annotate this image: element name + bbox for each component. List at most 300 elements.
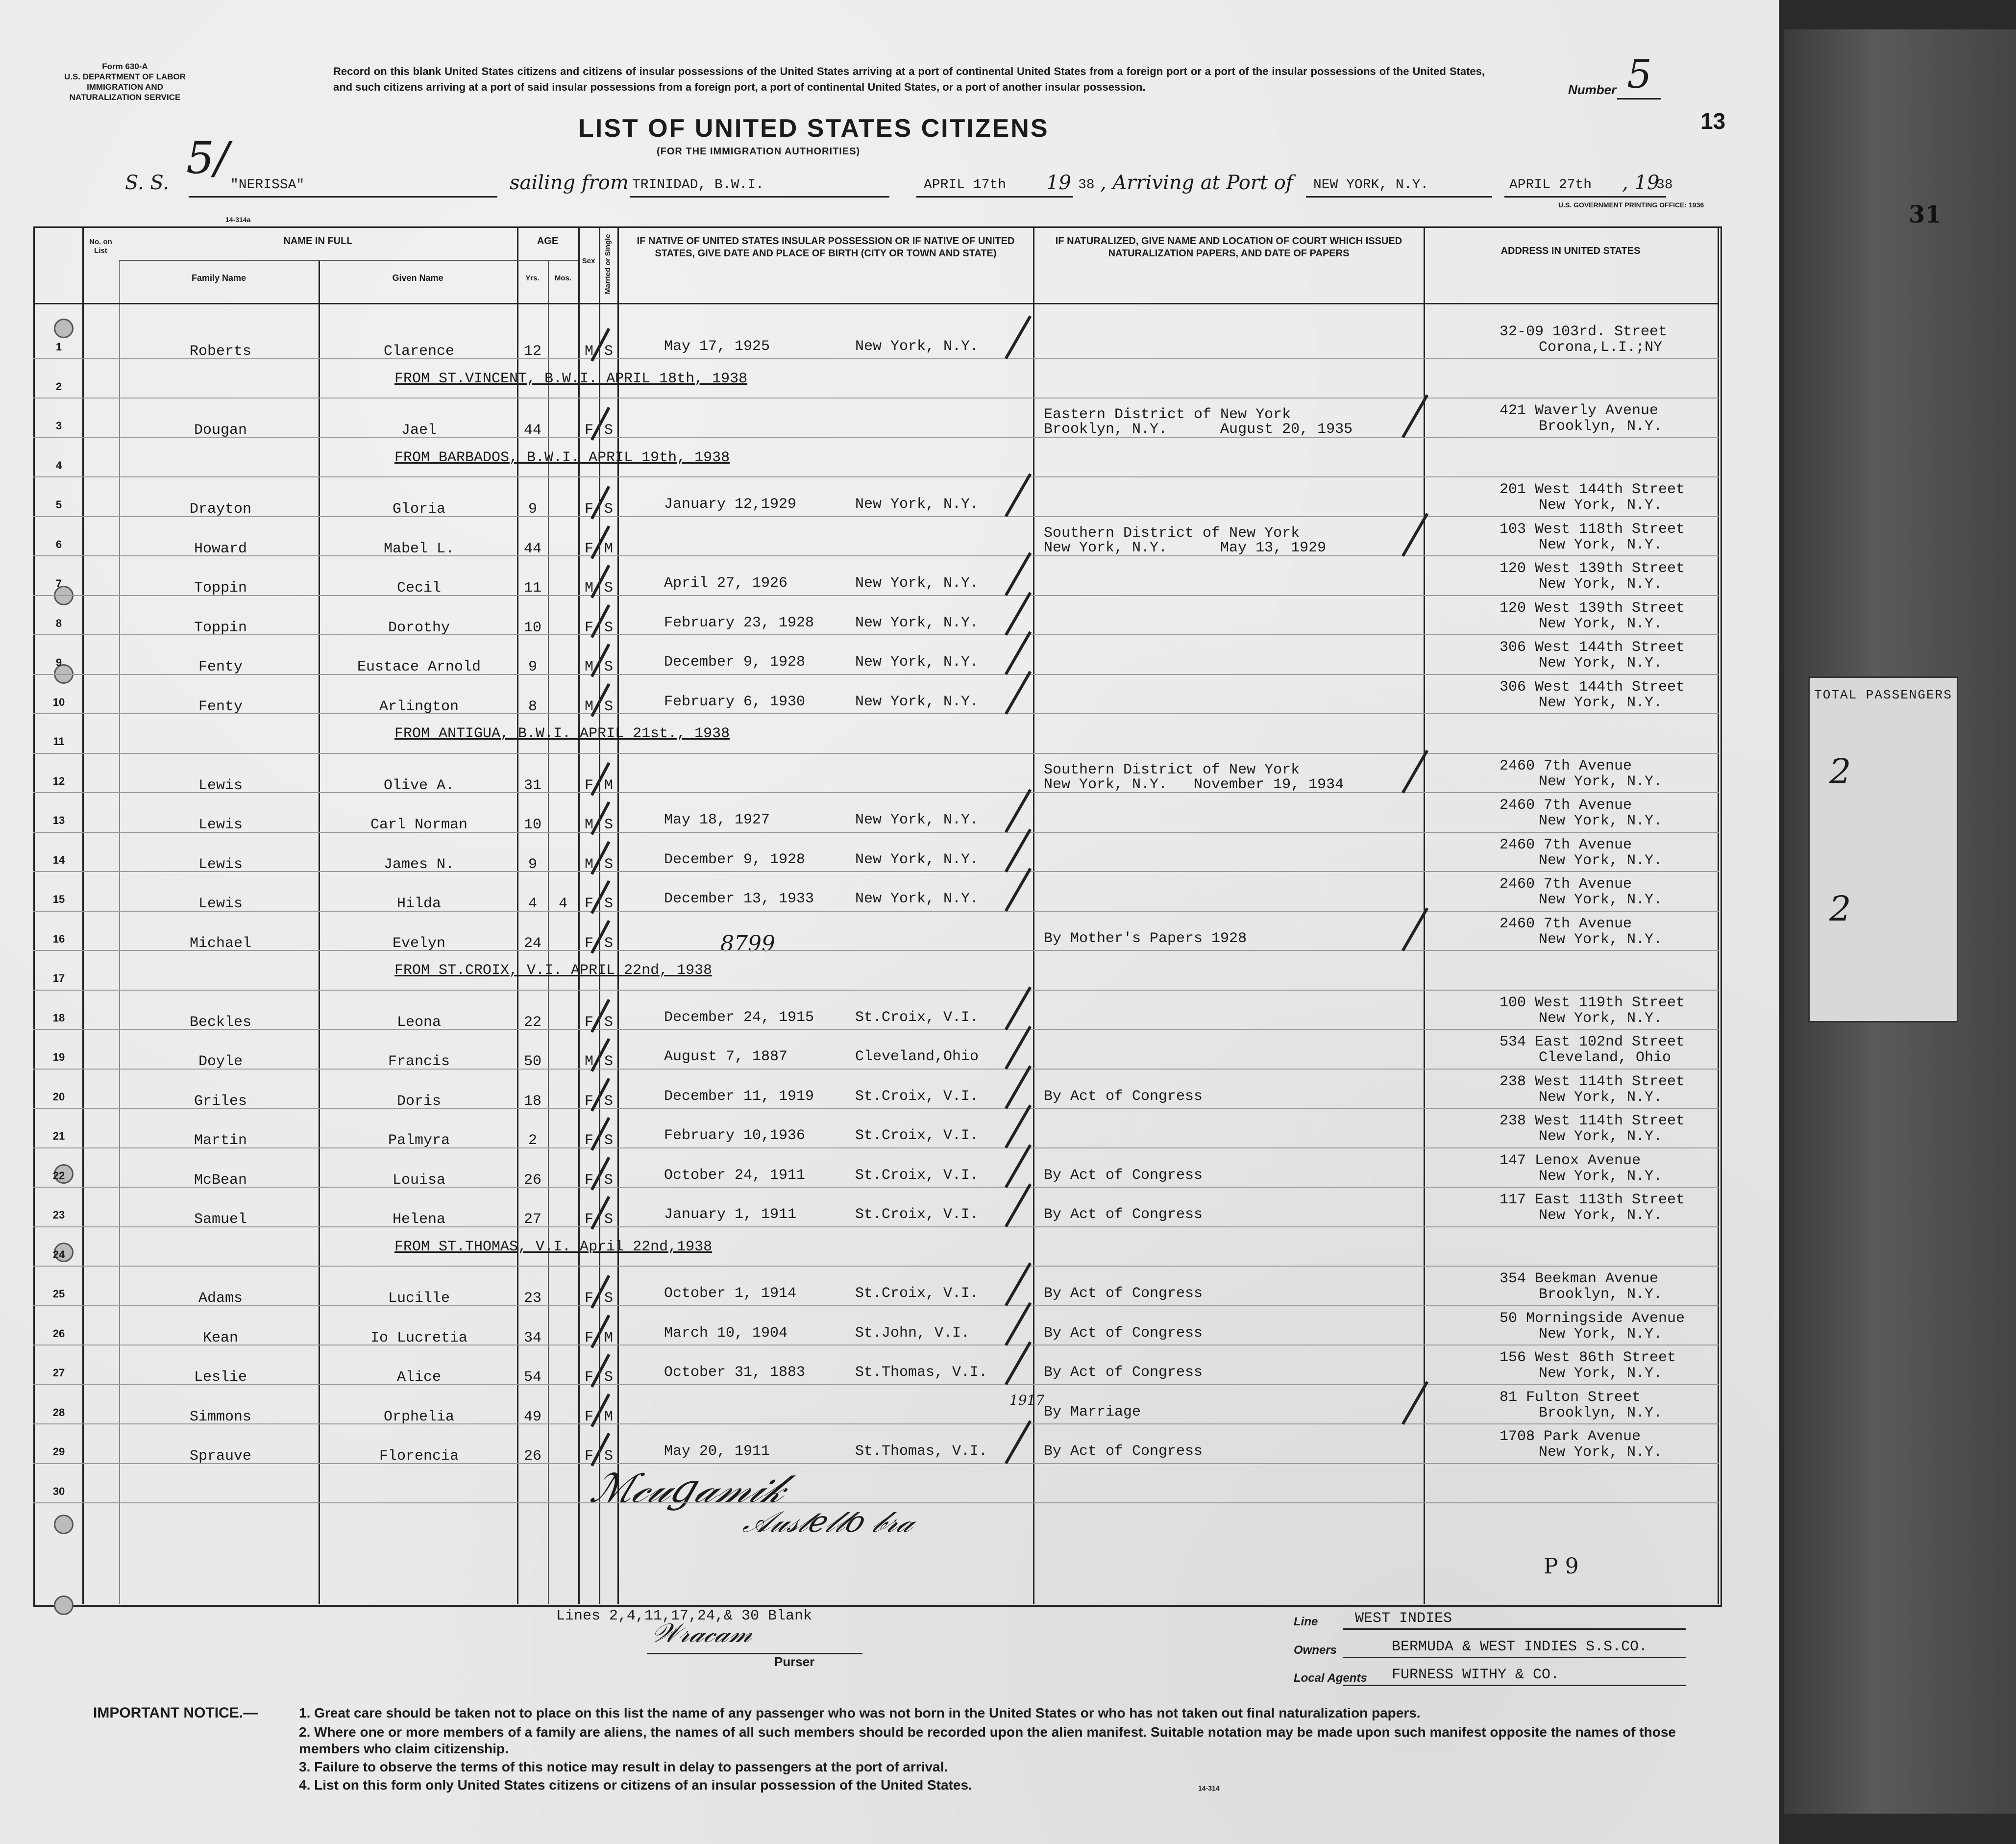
- row-number: 19: [52, 1051, 65, 1063]
- cell-birth-date: February 23, 1928: [664, 614, 814, 631]
- cell-naturalization-1: By Act of Congress: [1044, 1285, 1203, 1302]
- cell-address-1: 120 West 139th Street: [1500, 599, 1685, 617]
- handwritten-signature-2: 𝒜𝓊𝓈𝓉𝑒𝓁𝓁𝑜 𝒷𝓇𝒶: [738, 1505, 922, 1539]
- cell-given: Palmyra: [388, 1132, 450, 1149]
- cell-naturalization-2: Brooklyn, N.Y. August 20, 1935: [1044, 421, 1353, 438]
- cell-yrs: 44: [523, 422, 541, 439]
- cell-birth-place: New York, N.Y.: [855, 693, 979, 710]
- total-passengers-value-1: 2: [1829, 751, 1851, 792]
- handwritten-five: 5/: [186, 132, 229, 184]
- arriving-port: NEW YORK, N.Y.: [1313, 177, 1429, 193]
- section-heading: FROM ST.THOMAS, V.I. April 22nd,1938: [394, 1238, 713, 1255]
- row-number: 8: [55, 617, 62, 629]
- cell-address-1: 147 Lenox Avenue: [1500, 1152, 1641, 1169]
- binding-hole: [54, 1595, 74, 1615]
- col-header-name: NAME IN FULL: [283, 236, 353, 247]
- cell-ms: S: [604, 343, 613, 360]
- ss-label: S. S.: [125, 172, 170, 194]
- cell-sex: F: [584, 422, 593, 439]
- purser-signature: 𝒲𝓇𝒶𝒸𝒶𝓂: [648, 1618, 756, 1648]
- total-passengers-label: TOTAL PASSENGERS: [1814, 688, 1952, 702]
- cell-address-1: 2460 7th Avenue: [1500, 797, 1632, 814]
- cell-ms: S: [604, 501, 613, 518]
- cell-ms: S: [604, 1171, 613, 1189]
- cell-given: Mabel L.: [383, 540, 455, 557]
- form-id-block: [44, 61, 206, 102]
- cell-ms: S: [604, 619, 613, 636]
- cell-address-2: New York, N.Y.: [1539, 1010, 1663, 1027]
- row-number: 13: [52, 814, 65, 826]
- cell-given: Lucille: [388, 1290, 450, 1307]
- cell-given: Dorothy: [388, 619, 450, 636]
- cell-address-2: Brooklyn, N.Y.: [1539, 418, 1663, 435]
- col-divider: [617, 226, 619, 1604]
- section-heading: FROM ST.CROIX, V.I. APRIL 22nd, 1938: [394, 962, 713, 979]
- notice-item-2: 2. Where one or more members of a family are aliens, the names of all such members should be recorded upon the alien manifest. Suitable notation may be made upon such manifest opposite the names of those members who claim citizenship.: [299, 1724, 1676, 1756]
- page-subtitle: (FOR THE IMMIGRATION AUTHORITIES): [657, 146, 860, 157]
- row-divider: [33, 753, 1719, 754]
- form-number: Form 630-A: [102, 62, 148, 71]
- sailing-year: 38: [1078, 177, 1095, 193]
- cell-yrs: 9: [528, 659, 537, 675]
- cell-address-2: Cleveland, Ohio: [1539, 1049, 1672, 1066]
- cell-sex: F: [584, 1329, 593, 1346]
- sailing-port-underline: [630, 196, 889, 198]
- cell-yrs: 12: [523, 343, 541, 360]
- cell-naturalization-1: By Act of Congress: [1044, 1088, 1203, 1105]
- arriving-year-prefix: , 19: [1622, 172, 1660, 194]
- cell-yrs: 31: [523, 777, 541, 794]
- row-number: 4: [55, 459, 62, 472]
- row-number: 23: [52, 1209, 65, 1221]
- header-bottom-line: [33, 303, 1719, 304]
- cell-family: Roberts: [189, 343, 252, 360]
- cell-address-2: New York, N.Y.: [1539, 1089, 1663, 1106]
- cell-address-1: 421 Waverly Avenue: [1500, 402, 1659, 419]
- cell-yrs: 27: [523, 1211, 541, 1228]
- cell-address-1: 100 West 119th Street: [1500, 994, 1685, 1011]
- cell-birth-date: April 27, 1926: [664, 575, 788, 592]
- line-value: WEST INDIES: [1355, 1610, 1452, 1627]
- cell-birth-date: May 17, 1925: [664, 338, 770, 355]
- col-header-address: ADDRESS IN UNITED STATES: [1500, 246, 1641, 256]
- cell-address-2: Corona,L.I.;NY: [1539, 339, 1663, 356]
- cell-ms: S: [604, 580, 613, 597]
- cell-given: Cecil: [396, 580, 441, 597]
- line-underline: [1343, 1628, 1686, 1630]
- cell-sex: F: [584, 935, 593, 952]
- cell-given: James N.: [383, 856, 455, 873]
- cell-birth-date: December 9, 1928: [664, 851, 806, 868]
- col-header-age: AGE: [537, 236, 559, 247]
- cell-birth-place: New York, N.Y.: [855, 496, 979, 513]
- cell-naturalization-1: By Act of Congress: [1044, 1324, 1203, 1342]
- cell-address-2: New York, N.Y.: [1539, 615, 1663, 632]
- name-header-divider: [119, 260, 517, 261]
- cell-naturalization-1: By Mother's Papers 1928: [1044, 930, 1247, 947]
- cell-given: Helena: [392, 1211, 446, 1228]
- ship-name-underline: [189, 196, 497, 198]
- row-divider: [33, 1502, 1719, 1503]
- cell-sex: F: [584, 619, 593, 636]
- cell-given: Alice: [396, 1369, 441, 1386]
- cell-birth-place: St.Croix, V.I.: [855, 1285, 979, 1302]
- row27-handwritten-note: 1917: [1009, 1392, 1045, 1408]
- cell-naturalization-1: Eastern District of New York: [1044, 406, 1291, 423]
- cell-address-2: New York, N.Y.: [1539, 655, 1663, 672]
- col-header-married: Married or Single: [604, 234, 612, 294]
- cell-sex: M: [584, 698, 593, 715]
- cell-yrs: 2: [528, 1132, 537, 1149]
- col-header-family: Family Name: [191, 273, 246, 283]
- cell-address-1: 117 East 113th Street: [1500, 1192, 1685, 1208]
- cell-sex: M: [584, 817, 593, 833]
- cell-family: Doyle: [198, 1053, 243, 1070]
- notice-item-4: 4. List on this form only United States citizens or citizens of an insular possession of the United States.: [299, 1777, 972, 1793]
- cell-address-1: 306 West 144th Street: [1500, 678, 1685, 696]
- cell-address-1: 2460 7th Avenue: [1500, 836, 1632, 853]
- given-col-divider: [319, 260, 320, 1604]
- cell-family: Lewis: [198, 777, 243, 794]
- cell-address-1: 201 West 144th Street: [1500, 481, 1685, 498]
- cell-given: Jael: [401, 422, 437, 439]
- owners-value: BERMUDA & WEST INDIES S.S.CO.: [1392, 1639, 1648, 1655]
- cell-sex: F: [584, 1132, 593, 1149]
- record-instructions: Record on this blank United States citizens and citizens of insular possessions of the United States arriving at a port of continental United States from a foreign port or a port of the insular possessions of the United States, and such citizens arriving at a port of said insular possessions from a foreign port, a port of continental United States, or a port of another insular possession.: [333, 65, 1485, 93]
- cell-address-2: New York, N.Y.: [1539, 497, 1663, 514]
- cell-sex: F: [584, 1014, 593, 1031]
- cell-naturalization-1: Southern District of New York: [1044, 761, 1300, 778]
- cell-family: Sprauve: [189, 1448, 252, 1465]
- cell-given: Clarence: [383, 343, 455, 360]
- agents-underline: [1343, 1685, 1686, 1686]
- cell-address-1: 32-09 103rd. Street: [1500, 324, 1668, 340]
- cell-birth-date: February 6, 1930: [664, 693, 806, 710]
- purser-signature-line: [647, 1653, 862, 1654]
- cell-family: Martin: [194, 1132, 247, 1149]
- cell-birth-date: January 12,1929: [664, 496, 797, 513]
- cell-naturalization-1: By Marriage: [1044, 1403, 1141, 1420]
- list-number: 5: [1627, 51, 1652, 97]
- side-number-31: 31: [1909, 201, 1942, 228]
- cell-given: Gloria: [392, 501, 446, 518]
- year-prefix: 19: [1046, 172, 1071, 194]
- cell-ms: S: [604, 1053, 613, 1070]
- total-passengers-tab: [1808, 676, 1958, 1022]
- cell-address-2: New York, N.Y.: [1539, 1168, 1663, 1185]
- section-heading: FROM BARBADOS, B.W.I. APRIL 19th, 1938: [394, 449, 730, 466]
- cell-yrs: 10: [523, 817, 541, 833]
- cell-given: Eustace Arnold: [357, 659, 481, 675]
- cell-address-1: 238 West 114th Street: [1500, 1073, 1685, 1090]
- cell-ms: M: [604, 540, 613, 557]
- number-underline: [1617, 98, 1661, 100]
- cell-family: Drayton: [189, 501, 252, 518]
- cell-naturalization-2: New York, N.Y. May 13, 1929: [1044, 539, 1327, 556]
- sailing-date-underline: [916, 196, 1073, 198]
- row-number: 7: [55, 577, 62, 590]
- cell-ms: S: [604, 1093, 613, 1110]
- important-notice-heading: IMPORTANT NOTICE.—: [93, 1705, 258, 1721]
- cell-address-2: New York, N.Y.: [1539, 694, 1663, 711]
- cell-sex: M: [584, 580, 593, 597]
- cell-address-1: 2460 7th Avenue: [1500, 876, 1632, 893]
- col-divider: [82, 226, 84, 1604]
- cell-sex: F: [584, 1408, 593, 1425]
- page-number: 13: [1700, 108, 1726, 134]
- cell-sex: M: [584, 659, 593, 675]
- cell-yrs: 54: [523, 1369, 541, 1386]
- cell-address-2: New York, N.Y.: [1539, 536, 1663, 553]
- row-number: 18: [52, 1011, 65, 1024]
- row-number: 22: [52, 1169, 65, 1182]
- cell-family: Simmons: [189, 1408, 252, 1425]
- p9-mark: P 9: [1544, 1554, 1579, 1579]
- cell-yrs: 10: [523, 619, 541, 636]
- section-heading: FROM ANTIGUA, B.W.I. APRIL 21st., 1938: [394, 725, 730, 742]
- cell-family: Dougan: [194, 422, 247, 439]
- row-number: 14: [52, 853, 65, 866]
- cell-birth-date: October 31, 1883: [664, 1364, 806, 1381]
- row-number: 21: [52, 1130, 65, 1142]
- agents-label: Local Agents: [1294, 1671, 1367, 1685]
- row-number: 30: [52, 1485, 65, 1497]
- cell-given: Florencia: [379, 1448, 459, 1465]
- cell-birth-place: St.Thomas, V.I.: [855, 1364, 988, 1381]
- cell-ms: S: [604, 896, 613, 912]
- cell-address-2: New York, N.Y.: [1539, 576, 1663, 593]
- printing-office-note: U.S. GOVERNMENT PRINTING OFFICE: 1936: [1558, 201, 1704, 209]
- cell-address-1: 50 Morningside Avenue: [1500, 1310, 1685, 1327]
- cell-address-2: New York, N.Y.: [1539, 852, 1663, 869]
- row-number: 11: [53, 735, 65, 748]
- cell-birth-place: New York, N.Y.: [855, 338, 979, 355]
- agents-value: FURNESS WITHY & CO.: [1392, 1667, 1560, 1683]
- arriving-date: APRIL 27th: [1509, 177, 1592, 193]
- col-header-mos: Mos.: [554, 274, 572, 282]
- cell-family: Toppin: [194, 580, 247, 597]
- cell-yrs: 50: [523, 1053, 541, 1070]
- cell-address-1: 354 Beekman Avenue: [1500, 1271, 1659, 1287]
- cell-given: Hilda: [396, 896, 441, 912]
- line-label: Line: [1294, 1615, 1318, 1628]
- col-header-naturalized: IF NATURALIZED, GIVE NAME AND LOCATION OF COURT WHICH ISSUED NATURALIZATION PAPERS, AND DATE OF PAPERS: [1055, 236, 1402, 259]
- cell-address-1: 156 West 86th Street: [1500, 1349, 1676, 1366]
- cell-ms: S: [604, 856, 613, 873]
- cell-birth-place: New York, N.Y.: [855, 575, 979, 592]
- cell-birth-date: February 10,1936: [664, 1127, 806, 1144]
- cell-address-2: New York, N.Y.: [1539, 1207, 1663, 1224]
- col-header-yrs: Yrs.: [525, 274, 540, 282]
- cell-address-2: Brooklyn, N.Y.: [1539, 1404, 1663, 1421]
- cell-given: Carl Norman: [370, 817, 468, 833]
- cell-family: Adams: [198, 1290, 243, 1307]
- cell-ms: S: [604, 659, 613, 675]
- small-form-code: 14-314a: [225, 216, 251, 224]
- department-name: U.S. DEPARTMENT OF LABOR: [64, 72, 186, 81]
- cell-address-1: 534 East 102nd Street: [1500, 1034, 1685, 1050]
- cell-yrs: 8: [528, 698, 537, 715]
- row-number: 3: [55, 420, 62, 432]
- cell-birth-date: October 1, 1914: [664, 1285, 797, 1302]
- cell-family: Lewis: [198, 896, 243, 912]
- cell-sex: F: [584, 896, 593, 912]
- cell-family: Griles: [194, 1093, 247, 1110]
- cell-address-1: 2460 7th Avenue: [1500, 915, 1632, 932]
- cell-address-1: 81 Fulton Street: [1500, 1389, 1641, 1406]
- binding-hole: [54, 1515, 74, 1534]
- cell-given: Olive A.: [383, 777, 455, 794]
- cell-family: Toppin: [194, 619, 247, 636]
- cell-naturalization-1: By Act of Congress: [1044, 1364, 1203, 1381]
- cell-address-2: New York, N.Y.: [1539, 813, 1663, 829]
- cell-address-1: 103 West 118th Street: [1500, 521, 1685, 538]
- row-number: 17: [52, 972, 65, 984]
- arriving-year: 38: [1656, 177, 1673, 193]
- cell-birth-place: St.Croix, V.I.: [855, 1127, 979, 1144]
- col-header-given: Given Name: [392, 273, 443, 283]
- row-number: 26: [52, 1327, 65, 1340]
- cell-birth-date: May 20, 1911: [664, 1443, 770, 1460]
- cell-ms: M: [604, 1408, 613, 1425]
- cell-birth-place: St.Croix, V.I.: [855, 1167, 979, 1184]
- cell-family: Kean: [202, 1329, 238, 1346]
- cell-ms: S: [604, 1290, 613, 1307]
- form-code-bottom: 14-314: [1198, 1784, 1220, 1792]
- cell-sex: F: [584, 1369, 593, 1386]
- cell-sex: M: [584, 1053, 593, 1070]
- row-number: 5: [55, 498, 62, 511]
- cell-family: Howard: [194, 540, 247, 557]
- cell-ms: S: [604, 1132, 613, 1149]
- cell-given: Francis: [388, 1053, 450, 1070]
- cell-birth-date: October 24, 1911: [664, 1167, 806, 1184]
- cell-family: Fenty: [198, 698, 243, 715]
- row-number: 20: [52, 1090, 65, 1103]
- cell-family: Beckles: [189, 1014, 252, 1031]
- cell-address-2: Brooklyn, N.Y.: [1539, 1286, 1663, 1303]
- service-line-1: IMMIGRATION AND: [87, 82, 163, 92]
- row-number: 6: [55, 538, 62, 550]
- row-divider: [33, 990, 1719, 991]
- row-number: 2: [55, 380, 62, 393]
- family-col-divider: [119, 260, 120, 1604]
- cell-yrs: 9: [528, 856, 537, 873]
- row-divider: [33, 398, 1719, 399]
- cell-yrs: 4: [528, 896, 537, 912]
- row-number: 29: [52, 1445, 65, 1458]
- cell-given: Louisa: [392, 1171, 446, 1189]
- cell-birth-place: New York, N.Y.: [855, 891, 979, 907]
- cell-birth-date: January 1, 1911: [664, 1206, 797, 1223]
- cell-ms: S: [604, 1211, 613, 1228]
- cell-naturalization-1: By Act of Congress: [1044, 1206, 1203, 1223]
- cell-ms: S: [604, 817, 613, 833]
- blank-lines-note: Lines 2,4,11,17,24,& 30 Blank: [556, 1608, 812, 1624]
- cell-birth-date: March 10, 1904: [664, 1324, 788, 1342]
- cell-address-1: 238 West 114th Street: [1500, 1113, 1685, 1129]
- row-number: 16: [52, 932, 65, 945]
- row-number: 10: [52, 696, 65, 708]
- owners-label: Owners: [1294, 1644, 1337, 1657]
- cell-ms: S: [604, 422, 613, 439]
- cell-sex: F: [584, 1093, 593, 1110]
- col-header-no: No. on List: [89, 238, 112, 255]
- row-number: 24: [52, 1248, 65, 1261]
- cell-family: McBean: [194, 1171, 247, 1189]
- row-number: 27: [52, 1367, 65, 1379]
- row-number: 1: [55, 341, 62, 353]
- cell-birth-place: Cleveland,Ohio: [855, 1048, 979, 1065]
- cell-yrs: 18: [523, 1093, 541, 1110]
- cell-family: Lewis: [198, 856, 243, 873]
- total-passengers-value-2: 2: [1829, 889, 1851, 929]
- cell-address-2: New York, N.Y.: [1539, 931, 1663, 948]
- cell-address-2: New York, N.Y.: [1539, 1365, 1663, 1382]
- cell-given: Evelyn: [392, 935, 446, 952]
- ship-name: "NERISSA": [230, 177, 305, 193]
- cell-sex: M: [584, 343, 593, 360]
- cell-birth-place: New York, N.Y.: [855, 614, 979, 631]
- cell-yrs: 22: [523, 1014, 541, 1031]
- cell-given: Io Lucretia: [370, 1329, 468, 1346]
- cell-mos: 4: [558, 896, 567, 912]
- cell-address-2: New York, N.Y.: [1539, 1444, 1663, 1461]
- cell-birth-date: December 24, 1915: [664, 1009, 814, 1026]
- row-number: 15: [52, 893, 65, 905]
- cell-sex: F: [584, 1171, 593, 1189]
- row16-handwritten-note: 8799: [720, 931, 775, 956]
- cell-given: Orphelia: [383, 1408, 455, 1425]
- number-label: Number: [1568, 82, 1617, 97]
- purser-label: Purser: [774, 1654, 815, 1669]
- cell-yrs: 9: [528, 501, 537, 518]
- arriving-date-underline: [1504, 196, 1666, 198]
- cell-ms: S: [604, 1448, 613, 1465]
- cell-yrs: 24: [523, 935, 541, 952]
- cell-sex: F: [584, 501, 593, 518]
- cell-naturalization-2: New York, N.Y. November 19, 1934: [1044, 776, 1344, 793]
- cell-ms: M: [604, 777, 613, 794]
- arriving-label: , Arriving at Port of: [1100, 172, 1293, 194]
- cell-birth-date: May 18, 1927: [664, 812, 770, 828]
- owners-underline: [1343, 1657, 1686, 1658]
- cell-sex: F: [584, 1211, 593, 1228]
- cell-ms: S: [604, 1369, 613, 1386]
- cell-yrs: 11: [523, 580, 541, 597]
- cell-birth-place: St.Croix, V.I.: [855, 1088, 979, 1105]
- cell-given: Arlington: [379, 698, 459, 715]
- sailing-date: APRIL 17th: [924, 177, 1007, 193]
- cell-family: Lewis: [198, 817, 243, 833]
- cell-address-1: 306 West 144th Street: [1500, 639, 1685, 656]
- cell-family: Michael: [189, 935, 252, 952]
- arriving-port-underline: [1306, 196, 1492, 198]
- handwritten-signature-1: ℳ𝒸𝓊𝑔𝒶𝓂𝒾𝓀: [585, 1466, 795, 1511]
- cell-sex: F: [584, 1290, 593, 1307]
- cell-family: Samuel: [194, 1211, 247, 1228]
- cell-birth-place: St.John, V.I.: [855, 1324, 970, 1342]
- cell-address-2: New York, N.Y.: [1539, 1325, 1663, 1343]
- cell-address-2: New York, N.Y.: [1539, 773, 1663, 790]
- row-number: 9: [55, 656, 62, 669]
- cell-ms: M: [604, 1329, 613, 1346]
- cell-yrs: 23: [523, 1290, 541, 1307]
- cell-ms: S: [604, 698, 613, 715]
- cell-birth-place: St.Croix, V.I.: [855, 1206, 979, 1223]
- cell-sex: M: [584, 856, 593, 873]
- cell-birth-place: New York, N.Y.: [855, 812, 979, 828]
